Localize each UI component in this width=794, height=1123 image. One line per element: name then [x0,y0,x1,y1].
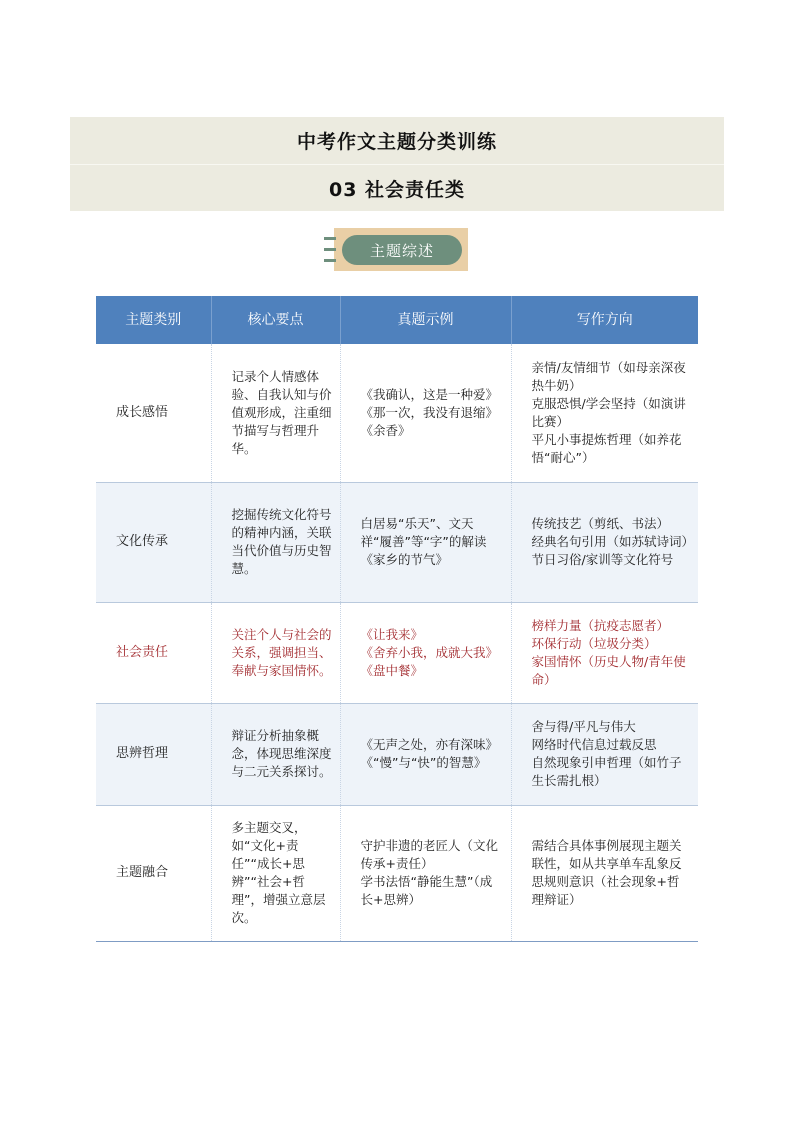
example-item: 守护非遗的老匠人（文化传承+责任） [360,838,499,871]
direction-item: 网络时代信息过载反思 [531,737,657,752]
table-row [96,602,698,703]
example-item: 《那一次，我没有退缩》 [360,404,499,420]
example-item: 《舍弃小我，成就大我》 [360,644,499,660]
section-tab-overview [324,228,470,272]
page-title: 中考作文主题分类训练 [70,117,724,165]
direction-item: 自然现象引申哲理（如竹子生长需扎根） [531,755,682,788]
table-row [96,805,698,941]
examples-cell [340,805,511,941]
direction-item: 传统技艺（剪纸、书法） [531,516,670,531]
example-item: 《“慢”与“快”的智慧》 [360,755,487,770]
directions-cell [511,805,698,941]
direction-item: 平凡小事提炼哲理（如养花悟“耐心”） [531,431,682,465]
examples-cell [340,602,511,703]
header-category: 主题类别 [96,296,211,344]
category-cell: 思辨哲理 [96,703,211,805]
directions-cell [511,482,698,602]
table-row [96,703,698,805]
header-examples: 真题示例 [340,296,511,344]
decor-dash [324,248,336,251]
category-cell: 成长感悟 [96,344,211,482]
example-item: 《余香》 [360,422,411,438]
key-points-cell: 挖掘传统文化符号的精神内涵，关联当代价值与历史智慧。 [211,482,340,602]
direction-item: 舍与得/平凡与伟大 [531,719,636,734]
direction-item: 亲情/友情细节（如母亲深夜热牛奶） [531,359,686,393]
example-item: 《我确认，这是一种爱》 [360,386,499,402]
example-item: 《家乡的节气》 [360,552,449,567]
direction-item: 环保行动（垃圾分类） [531,635,657,651]
decor-dash [324,259,336,262]
decor-dash [324,237,336,240]
topic-table [96,296,698,942]
key-points-cell: 关注个人与社会的关系，强调担当、奉献与家国情怀。 [211,602,340,703]
example-item: 《盘中餐》 [360,662,424,678]
header-directions: 写作方向 [511,296,698,344]
header-key-points: 核心要点 [211,296,340,344]
key-points-cell: 记录个人情感体验、自我认知与价值观形成，注重细节描写与哲理升华。 [211,344,340,482]
section-label: 主题综述 [342,235,462,265]
directions-cell [511,703,698,805]
direction-item: 榜样力量（抗疫志愿者） [531,617,670,633]
examples-cell [340,344,511,482]
category-cell: 社会责任 [96,602,211,703]
examples-cell [340,703,511,805]
example-item: 《无声之处，亦有深味》 [360,737,499,752]
direction-item: 克服恐惧/学会坚持（如演讲比赛） [531,395,686,429]
category-cell: 文化传承 [96,482,211,602]
direction-item: 经典名句引用（如苏轼诗词） [531,534,695,549]
page-subtitle: 03 社会责任类 [328,179,466,201]
table-header-row [96,296,698,344]
directions-cell [511,344,698,482]
key-points-cell: 辩证分析抽象概念，体现思维深度与二元关系探讨。 [211,703,340,805]
category-cell: 主题融合 [96,805,211,941]
direction-item: 节日习俗/家训等文化符号 [531,552,674,567]
direction-item: 家国情怀（历史人物/青年使命） [531,653,686,687]
examples-cell [340,482,511,602]
example-item: 《让我来》 [360,626,424,642]
table-row [96,482,698,602]
direction-item: 需结合具体事例展现主题关联性，如从共享单车乱象反思规则意识（社会现象+哲理辩证） [531,838,682,907]
title-banner [70,117,724,211]
key-points-cell: 多主题交叉，如“文化+责任”“成长+思辨”“社会+哲理”，增强立意层次。 [211,805,340,941]
table-row [96,344,698,482]
directions-cell [511,602,698,703]
example-item: 白居易“乐天”、文天祥“履善”等“字”的解读 [360,516,487,549]
example-item: 学书法悟“静能生慧”（成长+思辨） [360,874,493,907]
